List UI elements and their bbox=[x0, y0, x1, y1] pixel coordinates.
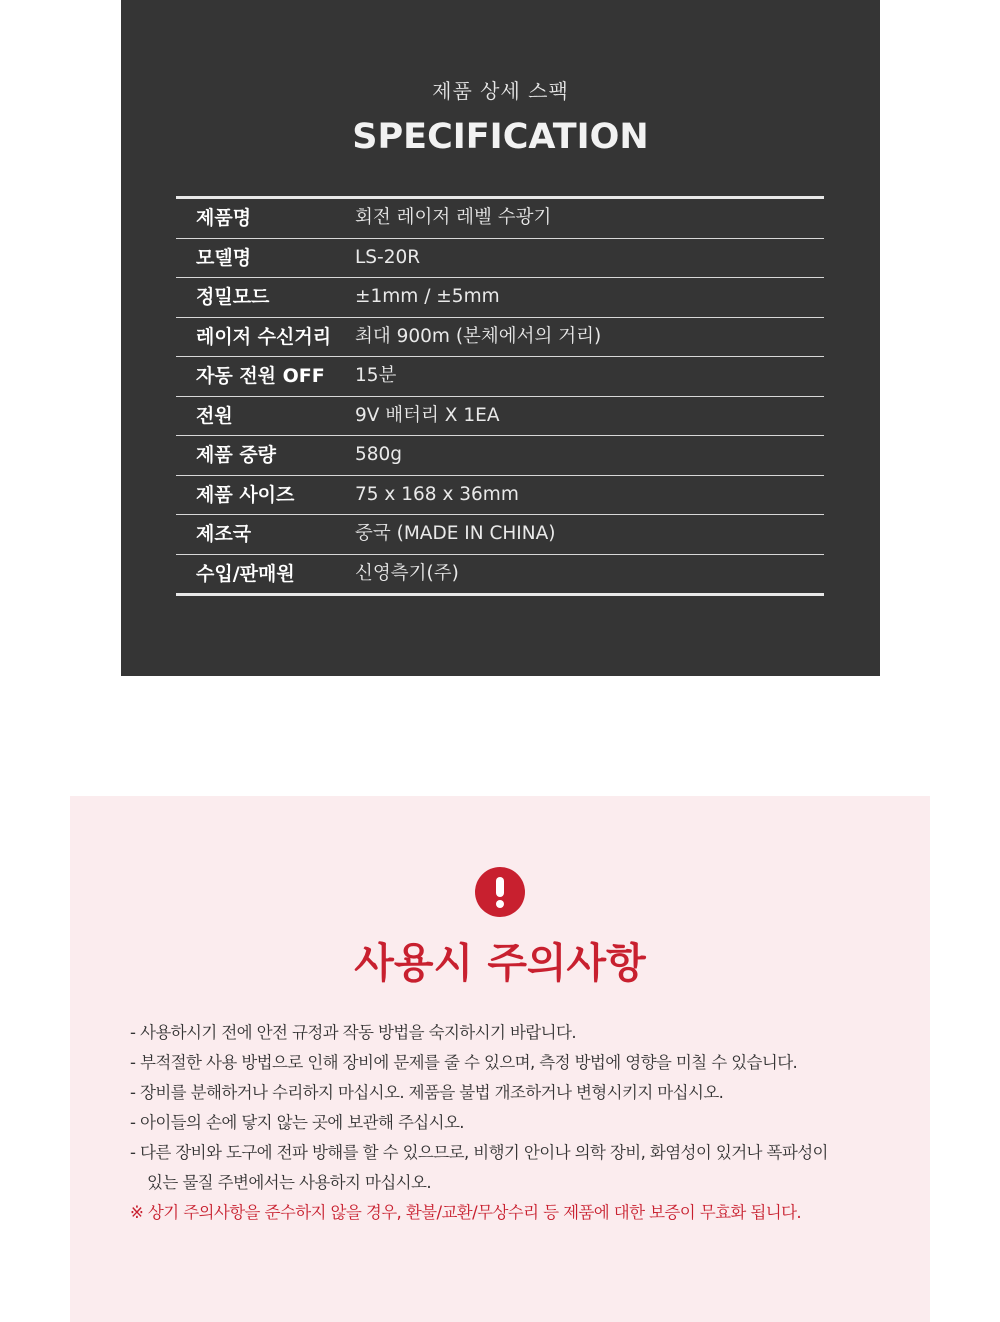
spec-row-product-name bbox=[176, 199, 824, 239]
spec-label: 수입/판매원 bbox=[196, 562, 295, 585]
spec-value: 15분 bbox=[355, 365, 397, 386]
caution-title: 사용시 주의사항 bbox=[354, 939, 646, 987]
caution-item: - 사용하시기 전에 안전 규정과 작동 방법을 숙지하시기 바랍니다. bbox=[130, 1023, 576, 1042]
spec-row-importer bbox=[176, 555, 824, 594]
spec-label: 제품 사이즈 bbox=[196, 483, 295, 506]
spec-row-size bbox=[176, 476, 824, 516]
warranty-warning-note: ※ 상기 주의사항을 준수하지 않을 경우, 환불/교환/무상수리 등 제품에 대한 보증이 무효화 됩니다. bbox=[130, 1203, 802, 1222]
spec-label: 제품명 bbox=[196, 207, 252, 229]
spec-label: 모델명 bbox=[196, 246, 252, 269]
spec-label: 자동 전원 OFF bbox=[196, 365, 325, 387]
spec-value: 75 x 168 x 36mm bbox=[355, 483, 519, 505]
spec-value: 중국 (MADE IN CHINA) bbox=[355, 523, 556, 544]
spec-value: ±1mm / ±5mm bbox=[355, 286, 500, 307]
spec-label: 정밀모드 bbox=[196, 286, 270, 308]
spec-label: 제품 중량 bbox=[196, 444, 277, 466]
spec-value: 580g bbox=[355, 444, 403, 465]
exclamation-icon bbox=[475, 867, 525, 917]
spec-row-precision-mode bbox=[176, 278, 824, 318]
caution-list bbox=[130, 1018, 890, 1228]
spec-row-receiving-range bbox=[176, 318, 824, 358]
specification-panel bbox=[121, 0, 880, 676]
spec-value: 신영측기(주) bbox=[355, 562, 459, 584]
spec-label: 제조국 bbox=[196, 523, 252, 545]
spec-value: 회전 레이저 레벨 수광기 bbox=[355, 207, 552, 228]
spec-row-auto-power-off bbox=[176, 357, 824, 397]
spec-value: 최대 900m (본체에서의 거리) bbox=[355, 325, 602, 347]
spec-value: 9V 배터리 X 1EA bbox=[355, 404, 500, 426]
caution-item: - 아이들의 손에 닿지 않는 곳에 보관해 주십시오. bbox=[130, 1113, 464, 1132]
caution-item: - 부적절한 사용 방법으로 인해 장비에 문제를 줄 수 있으며, 측정 방법에 영향을 미칠 수 있습니다. bbox=[130, 1053, 798, 1072]
spec-title: SPECIFICATION bbox=[352, 117, 649, 157]
spec-label: 레이저 수신거리 bbox=[196, 325, 332, 348]
caution-item: - 장비를 분해하거나 수리하지 마십시오. 제품을 불법 개조하거나 변형시키지 마십시오. bbox=[130, 1083, 724, 1102]
caution-panel bbox=[70, 796, 930, 1322]
caution-item-continued: 있는 물질 주변에서는 사용하지 마십시오. bbox=[147, 1173, 431, 1192]
spec-row-model bbox=[176, 239, 824, 279]
caution-item: - 다른 장비와 도구에 전파 방해를 할 수 있으므로, 비행기 안이나 의학 장비, 화염성이 있거나 폭파성이 bbox=[130, 1143, 828, 1162]
spec-row-power bbox=[176, 397, 824, 437]
spec-label: 전원 bbox=[196, 404, 233, 427]
spec-subtitle: 제품 상세 스팩 bbox=[432, 79, 569, 103]
spec-row-weight bbox=[176, 436, 824, 476]
spec-row-country bbox=[176, 515, 824, 555]
spec-value: LS-20R bbox=[355, 246, 421, 268]
spec-table bbox=[176, 196, 824, 596]
